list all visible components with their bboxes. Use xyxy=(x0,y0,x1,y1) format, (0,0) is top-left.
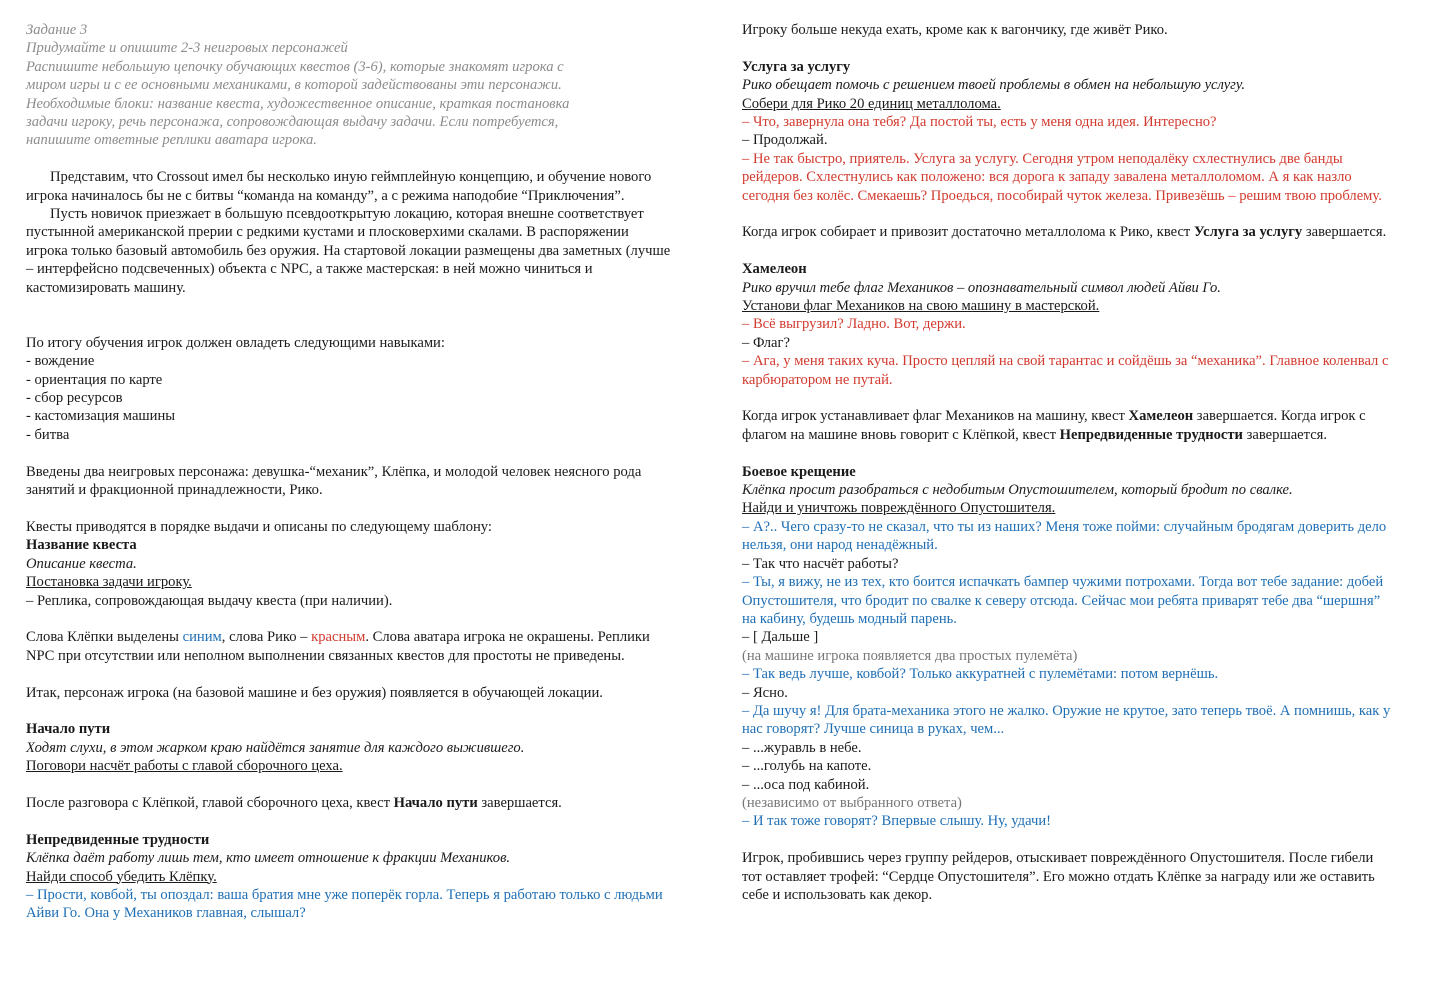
template-quest-task: Постановка задачи игроку. xyxy=(26,574,192,591)
assignment-line: Распишите небольшую цепочку обучающих квестов (3-6), которые знакомят игрока с xyxy=(26,58,564,75)
colors-note-text: Слова Клёпки выделены xyxy=(26,629,183,646)
template-intro: Квесты приводятся в порядке выдачи и описаны по следующему шаблону: xyxy=(26,518,492,535)
quest-name: Непредвиденные трудности xyxy=(26,831,210,848)
skill-item: - битва xyxy=(26,426,70,443)
quest-name: Услуга за услугу xyxy=(742,58,851,75)
transition-paragraph: Игроку больше некуда ехать, кроме как к вагончику, где живёт Рико. xyxy=(742,22,1168,38)
skills-intro: По итогу обучения игрок должен овладеть следующими навыками: xyxy=(26,334,445,351)
assignment-line: Придумайте и опишите 2-3 неигровых персонажей xyxy=(26,40,348,57)
player-line: – Так что насчёт работы? xyxy=(742,555,899,572)
player-line: – Продолжай. xyxy=(742,132,828,149)
quest-completion xyxy=(742,407,1392,444)
klepka-line: – Прости, ковбой, ты опоздал: ваша братия мне уже поперёк горла. Теперь я работаю только с людьми Айви Го. Она у Механиков главная, слышал? xyxy=(26,886,663,922)
skill-item: - вождение xyxy=(26,353,95,370)
completion-text: завершается. xyxy=(477,794,562,811)
completion-text: Когда игрок устанавливает флаг Механиков на машину, квест xyxy=(742,408,1129,425)
klepka-line: – Да шучу я! Для брата-механика этого не жалко. Оружие не крутое, зато теперь твоё. А помнишь, как у нас говорят? Лучше синица в руках, чем... xyxy=(742,702,1391,738)
assignment-line: Необходимые блоки: название квеста, художественное описание, краткая постановка xyxy=(26,95,570,112)
riko-line: – Всё выгрузил? Ладно. Вот, держи. xyxy=(742,316,966,333)
quest-description: Клёпка даёт работу лишь тем, кто имеет отношение к фракции Механиков. xyxy=(26,850,511,867)
klepka-line: – Ты, я вижу, не из тех, кто боится испачкать бампер чужими потрохами. Тогда вот тебе задание: добей Опустошителя, что бродит по свалке к северу отсюда. Сейчас мои ребята приварят тебе два “шершня” на кабину, будешь модный парень. xyxy=(742,574,1384,627)
completion-text: завершается. Когда игрок с флагом на машине вновь говорит с Клёпкой, квест xyxy=(742,408,1366,443)
player-option: – ...журавль в небе. xyxy=(742,739,862,756)
intro-paragraph: Представим, что Crossout имел бы несколько иную геймплейную концепцию, и обучение нового игрока начиналось бы не с битвы “команда на команду”, а с режима наподобие “Приключения”. xyxy=(26,169,652,204)
blue-word: синим xyxy=(182,629,222,646)
assignment-block xyxy=(26,21,674,150)
player-line: – Ясно. xyxy=(742,684,788,701)
klepka-line: – А?.. Чего сразу-то не сказал, что ты из наших? Меня тоже пойми: случайным бродягам доверить дело нельзя, они народ ненадёжный. xyxy=(742,518,1387,554)
assignment-line: миром игры и с ее основными механиками, в которой задействованы эти персонажи. xyxy=(26,77,562,94)
completion-text: завершается. xyxy=(1302,224,1387,241)
stage-note: (на машине игрока появляется два простых пулемёта) xyxy=(742,647,1078,664)
quest-description: Рико вручил тебе флаг Механиков – опознавательный символ людей Айви Го. xyxy=(742,279,1221,296)
quest-name: Начало пути xyxy=(26,721,111,738)
completion-quest-name: Начало пути xyxy=(393,794,478,811)
player-line: – [ Дальше ] xyxy=(742,629,819,646)
template-quest-reply: – Реплика, сопровождающая выдачу квеста (при наличии). xyxy=(26,592,393,609)
quest-description: Рико обещает помочь с решением твоей проблемы в обмен на небольшую услугу. xyxy=(742,77,1246,94)
riko-line: – Ага, у меня таких куча. Просто цепляй на свой тарантас и сойдёшь за “механика”. Главное коленвал с карбюратором не путай. xyxy=(742,353,1389,388)
quest-task: Поговори насчёт работы с главой сборочного цеха. xyxy=(26,758,343,775)
quest-completion xyxy=(742,223,1392,241)
colors-note-text: . Слова аватара игрока не окрашены. Реплики NPC при отсутствии или неполном выполнении связанных квестов для простоты не приведены. xyxy=(26,629,650,664)
quest-task: Найди и уничтожь повреждённого Опустошителя. xyxy=(742,500,1056,517)
completion-quest-name: Услуга за услугу xyxy=(1193,224,1303,241)
quest-description: Клёпка просит разобраться с недобитым Опустошителем, который бродит по свалке. xyxy=(742,482,1293,499)
player-option: – ...голубь на капоте. xyxy=(742,758,872,775)
completion-text: Когда игрок собирает и привозит достаточно металлолома к Рико, квест xyxy=(742,224,1194,241)
template-quest-name: Название квеста xyxy=(26,537,137,554)
skill-item: - ориентация по карте xyxy=(26,371,163,388)
assignment-line: напишите ответные реплики аватара игрока. xyxy=(26,132,317,149)
template-quest-description: Описание квеста. xyxy=(26,555,137,572)
right-column xyxy=(742,21,1392,904)
klepka-line: – И так тоже говорят? Впервые слышу. Ну, удачи! xyxy=(742,813,1052,830)
colors-note-text: , слова Рико – xyxy=(221,629,312,646)
completion-quest-name: Хамелеон xyxy=(1128,408,1194,425)
completion-quest-name: Непредвиденные трудности xyxy=(1059,426,1243,443)
quest-completion xyxy=(26,794,674,812)
assignment-title: Задание 3 xyxy=(26,22,88,38)
quest-task: Собери для Рико 20 единиц металлолома. xyxy=(742,95,1001,112)
assignment-line: задачи игроку, речь персонажа, сопровождающая выдачу задачи. Если потребуется, xyxy=(26,114,559,131)
characters-paragraph: Введены два неигровых персонажа: девушка-“механик”, Клёпка, и молодой человек неясного рода занятий и фракционной принадлежности, Рико. xyxy=(26,463,642,499)
skill-item: - сбор ресурсов xyxy=(26,390,123,407)
quest-task: Найди способ убедить Клёпку. xyxy=(26,868,217,885)
riko-line: – Что, завернула она тебя? Да постой ты, есть у меня одна идея. Интересно? xyxy=(742,114,1217,131)
spawn-paragraph: Итак, персонаж игрока (на базовой машине и без оружия) появляется в обучающей локации. xyxy=(26,684,603,701)
ending-paragraph: Игрок, пробившись через группу рейдеров, отыскивает повреждённого Опустошителя. После гибели тот оставляет трофей: “Сердце Опустошителя”. Его можно отдать Клёпке за награду или же оставить себе и использовать как декор. xyxy=(742,850,1375,903)
colors-note xyxy=(26,628,674,665)
player-line: – Флаг? xyxy=(742,334,790,351)
left-column xyxy=(26,21,674,923)
completion-text: завершается. xyxy=(1242,426,1328,443)
riko-line: – Не так быстро, приятель. Услуга за услугу. Сегодня утром неподалёку схлестнулись две банды рейдеров. Схлестнулись как положено: вся дорога к западу завалена металлоломом. А я как назло сегодня без колёс. Смекаешь? Проедься, пособирай чуток железа. Привезёшь – решим твою проблему. xyxy=(742,150,1382,204)
player-option: – ...оса под кабиной. xyxy=(742,776,870,793)
klepka-line: – Так ведь лучше, ковбой? Только аккуратней с пулемётами: потом вернёшь. xyxy=(742,666,1219,683)
intro-paragraph: Пусть новичок приезжает в большую псевдооткрытую локацию, которая внешне соответствует пустынной американской прерии с редкими кустами и плосковерхими скалами. В распоряжении игрока только базовый автомобиль без оружия. На стартовой локации размещены два заметных (лучше – интерфейсно подсвеченных) объекта с NPC, а также мастерская: в ней можно чиниться и кастомизировать машину. xyxy=(26,206,671,296)
quest-name: Хамелеон xyxy=(742,261,807,278)
skill-item: - кастомизация машины xyxy=(26,408,176,425)
quest-name: Боевое крещение xyxy=(742,463,856,480)
red-word: красным xyxy=(311,629,366,646)
completion-text: После разговора с Клёпкой, главой сборочного цеха, квест xyxy=(26,794,394,811)
quest-task: Установи флаг Механиков на свою машину в мастерской. xyxy=(742,298,1100,315)
quest-description: Ходят слухи, в этом жарком краю найдётся занятие для каждого выжившего. xyxy=(26,739,525,756)
stage-note: (независимо от выбранного ответа) xyxy=(742,794,962,811)
